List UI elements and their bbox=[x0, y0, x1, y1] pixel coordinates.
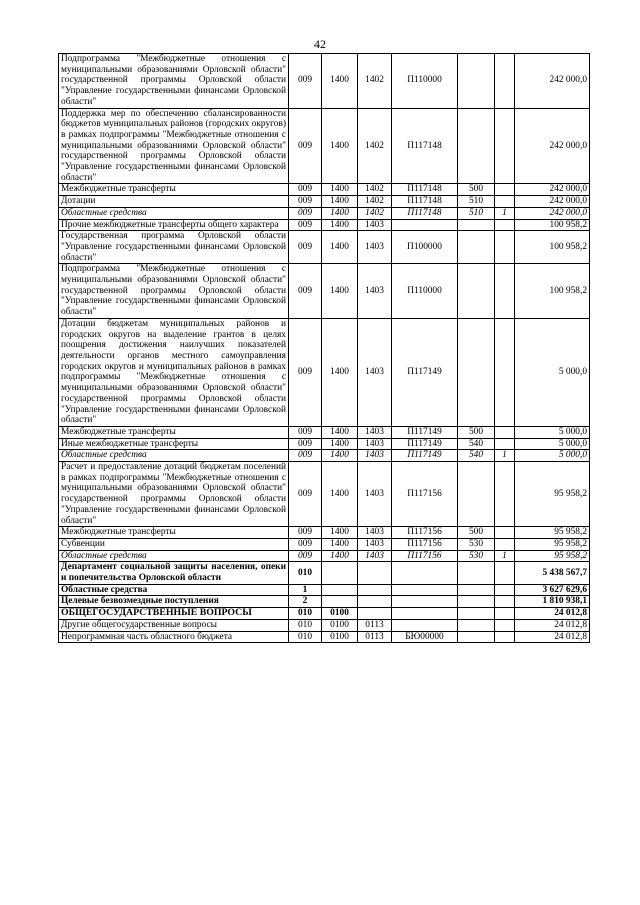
budget-table-body bbox=[59, 54, 590, 643]
table-row bbox=[59, 584, 590, 596]
cell-amount: 5 000,0 bbox=[515, 318, 590, 426]
cell-funding-source bbox=[495, 608, 515, 620]
cell-subsection: 1403 bbox=[358, 426, 392, 438]
row-name: Межбюджетные трансферты bbox=[59, 184, 289, 196]
cell-expense-type: 500 bbox=[458, 184, 495, 196]
table-row bbox=[59, 562, 590, 584]
cell-grbs: 009 bbox=[289, 462, 322, 527]
table-row bbox=[59, 462, 590, 527]
cell-amount: 1 810 938,1 bbox=[515, 596, 590, 608]
cell-amount: 100 958,2 bbox=[515, 219, 590, 231]
cell-section: 1400 bbox=[322, 426, 358, 438]
cell-section bbox=[322, 596, 358, 608]
cell-section: 1400 bbox=[322, 527, 358, 539]
cell-expense-type: 510 bbox=[458, 196, 495, 208]
cell-amount: 24 012,8 bbox=[515, 608, 590, 620]
cell-grbs: 009 bbox=[289, 231, 322, 264]
cell-expense-type bbox=[458, 219, 495, 231]
cell-funding-source bbox=[495, 538, 515, 550]
cell-subsection: 0113 bbox=[358, 631, 392, 643]
cell-amount: 242 000,0 bbox=[515, 108, 590, 184]
cell-target-article: П117156 bbox=[392, 527, 458, 539]
cell-section: 0100 bbox=[322, 608, 358, 620]
cell-expense-type: 500 bbox=[458, 426, 495, 438]
cell-grbs: 010 bbox=[289, 608, 322, 620]
cell-section: 1400 bbox=[322, 108, 358, 184]
cell-grbs: 009 bbox=[289, 550, 322, 562]
cell-funding-source bbox=[495, 54, 515, 109]
cell-funding-source bbox=[495, 318, 515, 426]
cell-subsection: 1403 bbox=[358, 538, 392, 550]
cell-amount: 242 000,0 bbox=[515, 196, 590, 208]
row-name: Субвенции bbox=[59, 538, 289, 550]
page-number: 42 bbox=[314, 37, 326, 51]
cell-section: 1400 bbox=[322, 462, 358, 527]
cell-amount: 5 000,0 bbox=[515, 450, 590, 462]
row-name: Департамент социальной защиты населения, опеки и попечительства Орловской области bbox=[59, 562, 289, 584]
table-row bbox=[59, 631, 590, 643]
cell-amount: 95 958,2 bbox=[515, 462, 590, 527]
table-row bbox=[59, 231, 590, 264]
cell-grbs: 2 bbox=[289, 596, 322, 608]
cell-target-article: П117156 bbox=[392, 550, 458, 562]
cell-target-article bbox=[392, 608, 458, 620]
cell-expense-type bbox=[458, 462, 495, 527]
cell-expense-type bbox=[458, 596, 495, 608]
cell-expense-type: 540 bbox=[458, 450, 495, 462]
cell-amount: 5 000,0 bbox=[515, 438, 590, 450]
cell-expense-type: 510 bbox=[458, 207, 495, 219]
cell-subsection: 1402 bbox=[358, 108, 392, 184]
table-row bbox=[59, 318, 590, 426]
row-name: Непрограммная часть областного бюджета bbox=[59, 631, 289, 643]
cell-expense-type bbox=[458, 631, 495, 643]
cell-expense-type: 530 bbox=[458, 538, 495, 550]
cell-target-article: П117148 bbox=[392, 196, 458, 208]
cell-expense-type bbox=[458, 584, 495, 596]
cell-section: 1400 bbox=[322, 264, 358, 319]
cell-expense-type bbox=[458, 619, 495, 631]
cell-subsection: 1403 bbox=[358, 231, 392, 264]
row-name: Другие общегосударственные вопросы bbox=[59, 619, 289, 631]
row-name: Целевые безвозмездные поступления bbox=[59, 596, 289, 608]
table-row bbox=[59, 596, 590, 608]
cell-target-article: П117149 bbox=[392, 450, 458, 462]
row-name: Подпрограмма "Межбюджетные отношения с муниципальными образованиями Орловской области" государственной программы Орловской области "Управление государственными финансами Орловской области" bbox=[59, 264, 289, 319]
cell-funding-source bbox=[495, 584, 515, 596]
cell-section: 1400 bbox=[322, 54, 358, 109]
cell-amount: 95 958,2 bbox=[515, 550, 590, 562]
row-name: Дотации bbox=[59, 196, 289, 208]
cell-subsection bbox=[358, 584, 392, 596]
cell-funding-source bbox=[495, 562, 515, 584]
cell-funding-source bbox=[495, 596, 515, 608]
cell-grbs: 009 bbox=[289, 184, 322, 196]
cell-expense-type bbox=[458, 318, 495, 426]
table-row bbox=[59, 450, 590, 462]
cell-section: 0100 bbox=[322, 619, 358, 631]
cell-grbs: 009 bbox=[289, 219, 322, 231]
cell-grbs: 009 bbox=[289, 538, 322, 550]
table-row bbox=[59, 550, 590, 562]
cell-section: 1400 bbox=[322, 318, 358, 426]
cell-target-article bbox=[392, 596, 458, 608]
cell-section bbox=[322, 584, 358, 596]
cell-section bbox=[322, 562, 358, 584]
cell-subsection: 1403 bbox=[358, 450, 392, 462]
cell-target-article bbox=[392, 584, 458, 596]
cell-target-article: П117148 bbox=[392, 108, 458, 184]
row-name: Межбюджетные трансферты bbox=[59, 426, 289, 438]
cell-grbs: 009 bbox=[289, 264, 322, 319]
cell-funding-source bbox=[495, 108, 515, 184]
cell-subsection: 1403 bbox=[358, 550, 392, 562]
row-name: Государственная программа Орловской области "Управление государственными финансами Орловской области" bbox=[59, 231, 289, 264]
cell-grbs: 010 bbox=[289, 619, 322, 631]
row-name: Областные средства bbox=[59, 550, 289, 562]
table-row bbox=[59, 538, 590, 550]
cell-funding-source bbox=[495, 462, 515, 527]
cell-target-article: П110000 bbox=[392, 264, 458, 319]
cell-target-article: П100000 bbox=[392, 231, 458, 264]
row-name: Областные средства bbox=[59, 584, 289, 596]
cell-funding-source: 1 bbox=[495, 450, 515, 462]
cell-expense-type bbox=[458, 608, 495, 620]
cell-expense-type bbox=[458, 231, 495, 264]
cell-expense-type bbox=[458, 264, 495, 319]
cell-target-article bbox=[392, 219, 458, 231]
cell-funding-source bbox=[495, 184, 515, 196]
table-row bbox=[59, 207, 590, 219]
table-row bbox=[59, 619, 590, 631]
cell-expense-type bbox=[458, 562, 495, 584]
cell-amount: 100 958,2 bbox=[515, 231, 590, 264]
cell-target-article: П117149 bbox=[392, 438, 458, 450]
cell-subsection: 1402 bbox=[358, 207, 392, 219]
row-name: Прочие межбюджетные трансферты общего характера bbox=[59, 219, 289, 231]
cell-grbs: 009 bbox=[289, 207, 322, 219]
cell-amount: 242 000,0 bbox=[515, 184, 590, 196]
cell-grbs: 009 bbox=[289, 527, 322, 539]
table-row bbox=[59, 527, 590, 539]
cell-funding-source bbox=[495, 196, 515, 208]
cell-subsection: 1403 bbox=[358, 264, 392, 319]
cell-subsection: 1403 bbox=[358, 318, 392, 426]
cell-section: 1400 bbox=[322, 219, 358, 231]
cell-target-article bbox=[392, 619, 458, 631]
cell-target-article: П110000 bbox=[392, 54, 458, 109]
cell-expense-type: 540 bbox=[458, 438, 495, 450]
table-row bbox=[59, 184, 590, 196]
cell-expense-type: 530 bbox=[458, 550, 495, 562]
cell-amount: 24 012,8 bbox=[515, 619, 590, 631]
cell-grbs: 009 bbox=[289, 54, 322, 109]
cell-target-article: П117156 bbox=[392, 538, 458, 550]
table-row bbox=[59, 108, 590, 184]
cell-funding-source bbox=[495, 264, 515, 319]
cell-amount: 3 627 629,6 bbox=[515, 584, 590, 596]
cell-subsection: 1403 bbox=[358, 438, 392, 450]
cell-section: 1400 bbox=[322, 207, 358, 219]
table-row bbox=[59, 438, 590, 450]
cell-grbs: 009 bbox=[289, 438, 322, 450]
cell-target-article: П117148 bbox=[392, 207, 458, 219]
row-name: Дотации бюджетам муниципальных районов и городских округов на выделение грантов в целях поощрения достижения наилучших показателей деятельности органов местного самоуправления городских округов и муниципальных районов в рамках подпрограммы "Межбюджетные отношения с муниципальными образованиями Орловской области" государственной программы Орловской области "Управление государственными финансами Орловской области" bbox=[59, 318, 289, 426]
cell-subsection: 1403 bbox=[358, 527, 392, 539]
cell-funding-source bbox=[495, 631, 515, 643]
cell-amount: 242 000,0 bbox=[515, 54, 590, 109]
cell-target-article: БЮ00000 bbox=[392, 631, 458, 643]
cell-grbs: 1 bbox=[289, 584, 322, 596]
cell-grbs: 009 bbox=[289, 450, 322, 462]
cell-grbs: 009 bbox=[289, 108, 322, 184]
cell-grbs: 009 bbox=[289, 318, 322, 426]
table-row bbox=[59, 608, 590, 620]
cell-section: 1400 bbox=[322, 438, 358, 450]
cell-subsection: 1402 bbox=[358, 54, 392, 109]
cell-expense-type bbox=[458, 108, 495, 184]
cell-target-article: П117149 bbox=[392, 318, 458, 426]
cell-subsection: 1403 bbox=[358, 462, 392, 527]
cell-section: 1400 bbox=[322, 538, 358, 550]
cell-target-article: П117148 bbox=[392, 184, 458, 196]
cell-subsection: 1403 bbox=[358, 219, 392, 231]
cell-amount: 24 012,8 bbox=[515, 631, 590, 643]
cell-amount: 100 958,2 bbox=[515, 264, 590, 319]
cell-amount: 95 958,2 bbox=[515, 538, 590, 550]
cell-funding-source bbox=[495, 527, 515, 539]
cell-funding-source bbox=[495, 219, 515, 231]
cell-section: 1400 bbox=[322, 196, 358, 208]
cell-subsection bbox=[358, 608, 392, 620]
cell-grbs: 010 bbox=[289, 562, 322, 584]
cell-subsection bbox=[358, 562, 392, 584]
cell-grbs: 009 bbox=[289, 196, 322, 208]
cell-section: 0100 bbox=[322, 631, 358, 643]
cell-grbs: 009 bbox=[289, 426, 322, 438]
cell-section: 1400 bbox=[322, 450, 358, 462]
table-row bbox=[59, 196, 590, 208]
cell-expense-type bbox=[458, 54, 495, 109]
cell-grbs: 010 bbox=[289, 631, 322, 643]
row-name: Иные межбюджетные трансферты bbox=[59, 438, 289, 450]
table-row bbox=[59, 54, 590, 109]
cell-funding-source bbox=[495, 426, 515, 438]
row-name: Межбюджетные трансферты bbox=[59, 527, 289, 539]
cell-amount: 95 958,2 bbox=[515, 527, 590, 539]
table-row bbox=[59, 264, 590, 319]
cell-section: 1400 bbox=[322, 550, 358, 562]
cell-subsection: 1402 bbox=[358, 184, 392, 196]
cell-subsection: 0113 bbox=[358, 619, 392, 631]
cell-funding-source bbox=[495, 619, 515, 631]
budget-table bbox=[58, 53, 590, 643]
row-name: Подпрограмма "Межбюджетные отношения с муниципальными образованиями Орловской области" государственной программы Орловской области "Управление государственными финансами Орловской области" bbox=[59, 54, 289, 109]
cell-amount: 242 000,0 bbox=[515, 207, 590, 219]
row-name: Поддержка мер по обеспечению сбалансированности бюджетов муниципальных районов (городских округов) в рамках подпрограммы "Межбюджетные отношения с муниципальными образованиями Орловской области" государственной программы Орловской области "Управление государственными финансами Орловской области" bbox=[59, 108, 289, 184]
cell-subsection: 1402 bbox=[358, 196, 392, 208]
cell-section: 1400 bbox=[322, 231, 358, 264]
cell-funding-source bbox=[495, 231, 515, 264]
cell-target-article: П117156 bbox=[392, 462, 458, 527]
row-name: Областные средства bbox=[59, 207, 289, 219]
cell-funding-source: 1 bbox=[495, 207, 515, 219]
cell-section: 1400 bbox=[322, 184, 358, 196]
row-name: Расчет и предоставление дотаций бюджетам поселений в рамках подпрограммы "Межбюджетные отношения с муниципальными образованиями Орловской области" государственной программы Орловской области "Управление государственными финансами Орловской области" bbox=[59, 462, 289, 527]
cell-target-article bbox=[392, 562, 458, 584]
table-row bbox=[59, 219, 590, 231]
cell-expense-type: 500 bbox=[458, 527, 495, 539]
cell-amount: 5 000,0 bbox=[515, 426, 590, 438]
row-name: Областные средства bbox=[59, 450, 289, 462]
table-row bbox=[59, 426, 590, 438]
cell-funding-source bbox=[495, 438, 515, 450]
cell-amount: 5 438 567,7 bbox=[515, 562, 590, 584]
cell-funding-source: 1 bbox=[495, 550, 515, 562]
cell-subsection bbox=[358, 596, 392, 608]
row-name: ОБЩЕГОСУДАРСТВЕННЫЕ ВОПРОСЫ bbox=[59, 608, 289, 620]
cell-target-article: П117149 bbox=[392, 426, 458, 438]
